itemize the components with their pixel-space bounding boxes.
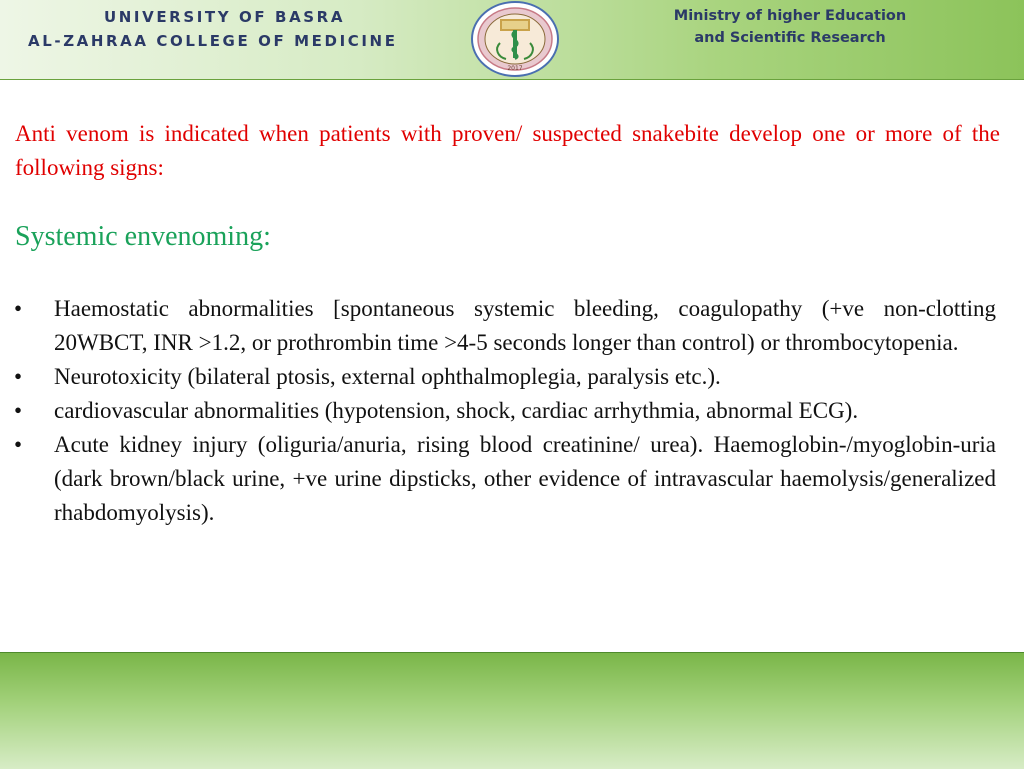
list-item-text: cardiovascular abnormalities (hypotension, shock, cardiac arrhythmia, abnormal ECG). xyxy=(54,398,859,423)
ministry-line-2: and Scientific Research xyxy=(694,30,886,46)
list-item-text: Haemostatic abnormalities [spontaneous systemic bleeding, coagulopathy (+ve non-clotting 20WBCT, INR >1.2, or prothrombin time >4-5 seconds longer than control) or thrombocytopenia. xyxy=(54,296,996,355)
list-item xyxy=(14,292,996,360)
ministry-name xyxy=(640,5,940,49)
list-item xyxy=(14,394,996,428)
list-item xyxy=(14,428,996,530)
university-name: UNIVERSITY OF BASRA xyxy=(104,8,346,26)
list-item-text: Acute kidney injury (oliguria/anuria, rising blood creatinine/ urea). Haemoglobin-/myoglobin-uria (dark brown/black urine, +ve urine dipsticks, other evidence of intravascular haemolysis/generalized rhabdomyolysis). xyxy=(54,432,996,525)
footer-band xyxy=(0,652,1024,769)
college-seal-icon xyxy=(470,1,560,77)
college-name: AL-ZAHRAA COLLEGE OF MEDICINE xyxy=(28,32,398,50)
intro-paragraph: Anti venom is indicated when patients with proven/ suspected snakebite develop one or more of the following signs: xyxy=(15,121,1000,180)
bullet-icon: • xyxy=(14,296,23,321)
bullet-icon: • xyxy=(14,364,23,389)
ministry-line-1: Ministry of higher Education xyxy=(673,8,907,24)
section-heading: Systemic envenoming: xyxy=(15,221,271,252)
seal-year: 2017 xyxy=(507,65,523,72)
list-item-text: Neurotoxicity (bilateral ptosis, external ophthalmoplegia, paralysis etc.). xyxy=(54,364,721,389)
bullet-list xyxy=(14,292,996,530)
bullet-icon: • xyxy=(14,398,23,423)
bullet-icon: • xyxy=(14,432,23,457)
header-band xyxy=(0,0,1024,80)
list-item xyxy=(14,360,996,394)
